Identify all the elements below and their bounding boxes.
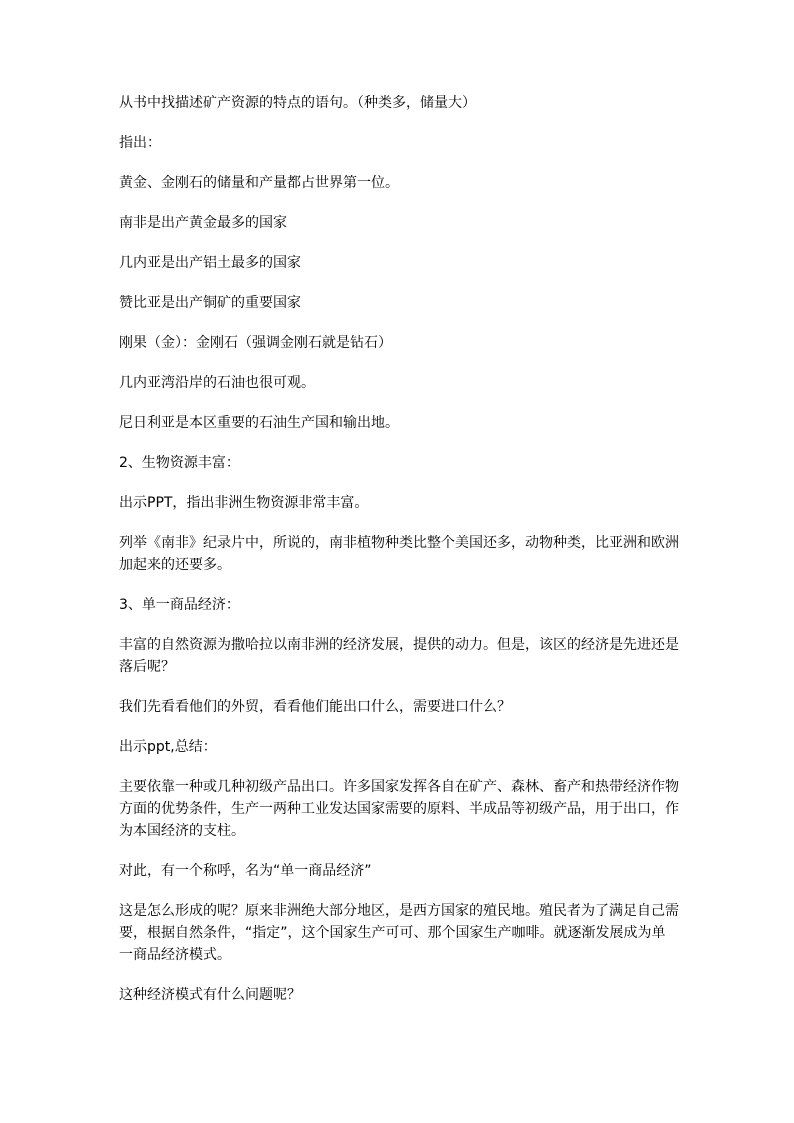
paragraph-documentary: 列举《南非》纪录片中，所说的，南非植物种类比整个美国还多，动物种类，比亚洲和欧洲加起来的还要多。 [119,535,679,573]
paragraph-congo: 刚果（金）：金刚石（强调金刚石就是钻石） [119,335,392,351]
section-heading-single-economy: 3、单一商品经济： [119,597,240,613]
paragraph-natural-resources: 丰富的自然资源为撒哈拉以南非洲的经济发展，提供的动力。但是，该区的经济是先进还是落后呢？ [119,637,679,675]
paragraph-term-name: 对此，有一个称呼，名为“单一商品经济” [119,863,372,879]
paragraph-gulf-of-guinea: 几内亚湾沿岸的石油也很可观。 [119,375,315,391]
paragraph-point-out: 指出： [119,135,161,151]
paragraph-foreign-trade: 我们先看看他们的外贸，看看他们能出口什么，需要进口什么？ [119,699,511,715]
paragraph-question-problems: 这种经济模式有什么问题呢？ [119,987,301,1003]
section-heading-biological: 2、生物资源丰富： [119,455,240,471]
paragraph-south-africa: 南非是出产黄金最多的国家 [119,215,287,231]
paragraph-zambia: 赞比亚是出产铜矿的重要国家 [119,295,301,311]
paragraph-ppt-summary: 出示ppt,总结： [119,739,217,755]
paragraph-ppt-biological: 出示PPT，指出非洲生物资源非常丰富。 [119,495,369,511]
paragraph-gold-diamond: 黄金、金刚石的储量和产量都占世界第一位。 [119,175,399,191]
paragraph-resource-features: 从书中找描述矿产资源的特点的语句。（种类多，储量大） [119,95,476,111]
paragraph-guinea: 几内亚是出产铝土最多的国家 [119,255,301,271]
paragraph-nigeria: 尼日利亚是本区重要的石油生产国和输出地。 [119,415,399,431]
document-body [119,92,679,1024]
paragraph-colonial-origin: 这是怎么形成的呢？原来非洲绝大部分地区，是西方国家的殖民地。殖民者为了满足自己需要，根据自然条件，“指定”，这个国家生产可可、那个国家生产咖啡。就逐渐发展成为单一商品经济模式。 [119,903,679,963]
paragraph-primary-products: 主要依靠一种或几种初级产品出口。许多国家发挥各自在矿产、森林、畜产和热带经济作物方面的优势条件，生产一两种工业发达国家需要的原料、半成品等初级产品，用于出口，作为本国经济的支柱。 [119,779,679,839]
